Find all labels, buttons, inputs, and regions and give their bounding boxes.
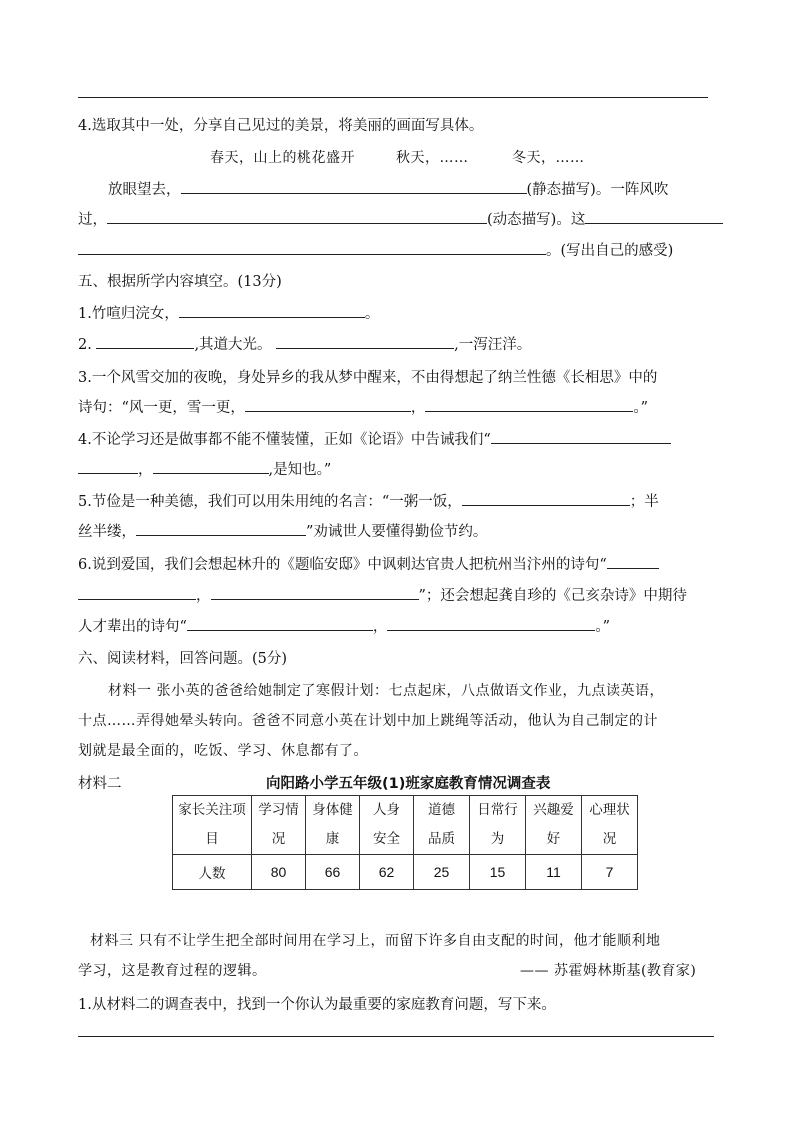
s5-q6-line2-end: ”；还会想起龚自珍的《己亥杂诗》中期待 [418,588,687,604]
s5-q6-end: 。” [595,619,611,635]
q4-line1 [108,178,668,199]
material3-line1: 材料三 只有不让学生把全部时间用在学习上，而留下许多自由支配的时间，他才能顺利地 [90,933,661,949]
s5-q4-blank1[interactable] [491,429,671,444]
header-cell: 学习情况 [252,796,306,855]
s5-q5-line2-end: ”劝诫世人要懂得勤俭节约。 [306,524,488,540]
s5-q3-end: 。” [633,400,649,416]
s5-q4-end: ,是知也。” [268,462,332,478]
s5-q3-blank2[interactable] [425,397,633,412]
s5-q6-line2 [78,584,687,605]
q4-line2-note: (动态描写)。这 [487,212,586,228]
s5-q2 [78,333,531,354]
s5-q3-start: 诗句：“风一更，雪一更， [78,400,245,416]
value-cell: 11 [526,855,582,890]
q4-line1-note: (静态描写)。一阵风吹 [526,182,669,198]
q4-line1-start: 放眼望去， [108,182,181,198]
s5-q5-line1-end: ；半 [629,494,659,510]
s5-q4-blank1-cont[interactable] [78,459,138,474]
s5-q5-line1 [78,490,659,511]
q4-line3-note: 。(写出自己的感受) [546,243,674,259]
s5-q4-blank2[interactable] [153,459,269,474]
header-cell: 道德品质 [414,796,470,855]
s6-answer-line [78,1036,714,1037]
q4-prompt: 4.选取其中一处，分享自己见过的美景，将美丽的画面写具体。 [78,118,484,134]
s5-q4-line1 [78,428,671,449]
value-cell: 66 [306,855,360,890]
s5-q6-blank4[interactable] [387,616,595,631]
top-answer-line [78,97,708,98]
s5-q1 [78,302,379,323]
s5-q2-blank2[interactable] [276,334,454,349]
s5-q5-line2-start: 丝半缕， [78,524,136,540]
header-cell: 心理状况 [582,796,638,855]
s5-q2-num: 2. [78,337,92,353]
s5-q2-mid: ,其道大光。 [194,337,272,353]
header-cell: 日常行为 [470,796,526,855]
s5-q5-text: 5.节俭是一种美德，我们可以用朱用纯的名言：“一粥一饭， [78,494,462,510]
header-cell: 人身安全 [360,796,414,855]
value-cell: 25 [414,855,470,890]
s5-q6-blank1[interactable] [607,554,659,569]
s5-q1-blank[interactable] [179,303,365,318]
q4-dynamic-blank[interactable] [107,209,487,224]
s5-q1-end: 。 [364,306,380,322]
s5-q6-line1 [78,553,659,574]
q4-line2-tail-blank[interactable] [585,209,723,224]
q4-line2-start: 过， [78,212,107,228]
value-cell: 15 [470,855,526,890]
value-cell: 7 [582,855,638,890]
header-cell: 家长关注项目 [173,796,252,855]
s5-q2-blank1[interactable] [96,334,194,349]
material1-line1: 材料一 张小英的爸爸给她制定了寒假计划：七点起床，八点做语文作业，九点读英语， [108,683,664,699]
s5-q1-text: 1.竹喧归浣女， [78,306,179,322]
s5-q3-line2 [78,396,648,417]
s5-q4-line2 [78,458,331,479]
header-cell: 身体健康 [306,796,360,855]
section5-title: 五、根据所学内容填空。(13分) [78,274,282,290]
q4-option-autumn: 秋天，…… [396,150,469,166]
s5-q5-blank2[interactable] [136,521,306,536]
s5-q4-comma: ， [138,462,153,478]
value-cell: 62 [360,855,414,890]
row-label-cell: 人数 [173,855,252,890]
s5-q3-line1: 3.一个风雪交加的夜晚，身处异乡的我从梦中醒来，不由得想起了纳兰性德《长相思》中的 [78,370,658,386]
q4-option-winter: 冬天，…… [512,150,585,166]
s5-q4-text: 4.不论学习还是做事都不能不懂装懂，正如《论语》中告诫我们“ [78,432,491,448]
survey-data-row [173,855,638,890]
section6-title: 六、阅读材料，回答问题。(5分) [78,651,288,667]
q4-feeling-blank[interactable] [78,240,546,255]
survey-header-row [173,796,638,855]
s5-q6-blank3[interactable] [187,616,373,631]
material3-line2: 学习，这是教育过程的逻辑。 [78,963,267,979]
value-cell: 80 [252,855,306,890]
material1-line3: 划就是最全面的，吃饭、学习、休息都有了。 [78,743,368,759]
s5-q3-blank1[interactable] [245,397,411,412]
material3-attribution: —— 苏霍姆林斯基(教育家) [520,963,697,979]
header-cell: 兴趣爱好 [526,796,582,855]
survey-table [172,795,638,890]
s5-q6-blank1-cont[interactable] [78,585,196,600]
s5-q6-line3-start: 人才辈出的诗句“ [78,619,187,635]
s5-q5-line2 [78,520,487,541]
material2-label: 材料二 [78,776,122,792]
s5-q6-comma2: ， [372,619,388,635]
q4-line3 [78,239,673,260]
s5-q6-line3 [78,615,610,636]
material1-line2: 十点……弄得她晕头转向。爸爸不同意小英在计划中加上跳绳等活动，他认为自己制定的计 [78,713,658,729]
s6-question1: 1.从材料二的调查表中，找到一个你认为最重要的家庭教育问题，写下来。 [78,997,556,1013]
s5-q5-blank1[interactable] [462,491,630,506]
q4-line2 [78,208,723,229]
s5-q2-end: ,一泻汪洋。 [454,337,532,353]
s5-q6-blank2[interactable] [211,585,419,600]
s5-q6-comma: ， [196,588,211,604]
s5-q3-comma: ， [410,400,426,416]
survey-table-title: 向阳路小学五年级(1)班家庭教育情况调查表 [266,776,551,792]
q4-static-blank[interactable] [181,179,527,194]
q4-option-spring: 春天，山上的桃花盛开 [210,150,355,166]
s5-q6-text: 6.说到爱国，我们会想起林升的《题临安邸》中讽刺达官贵人把杭州当汴州的诗句“ [78,557,607,573]
